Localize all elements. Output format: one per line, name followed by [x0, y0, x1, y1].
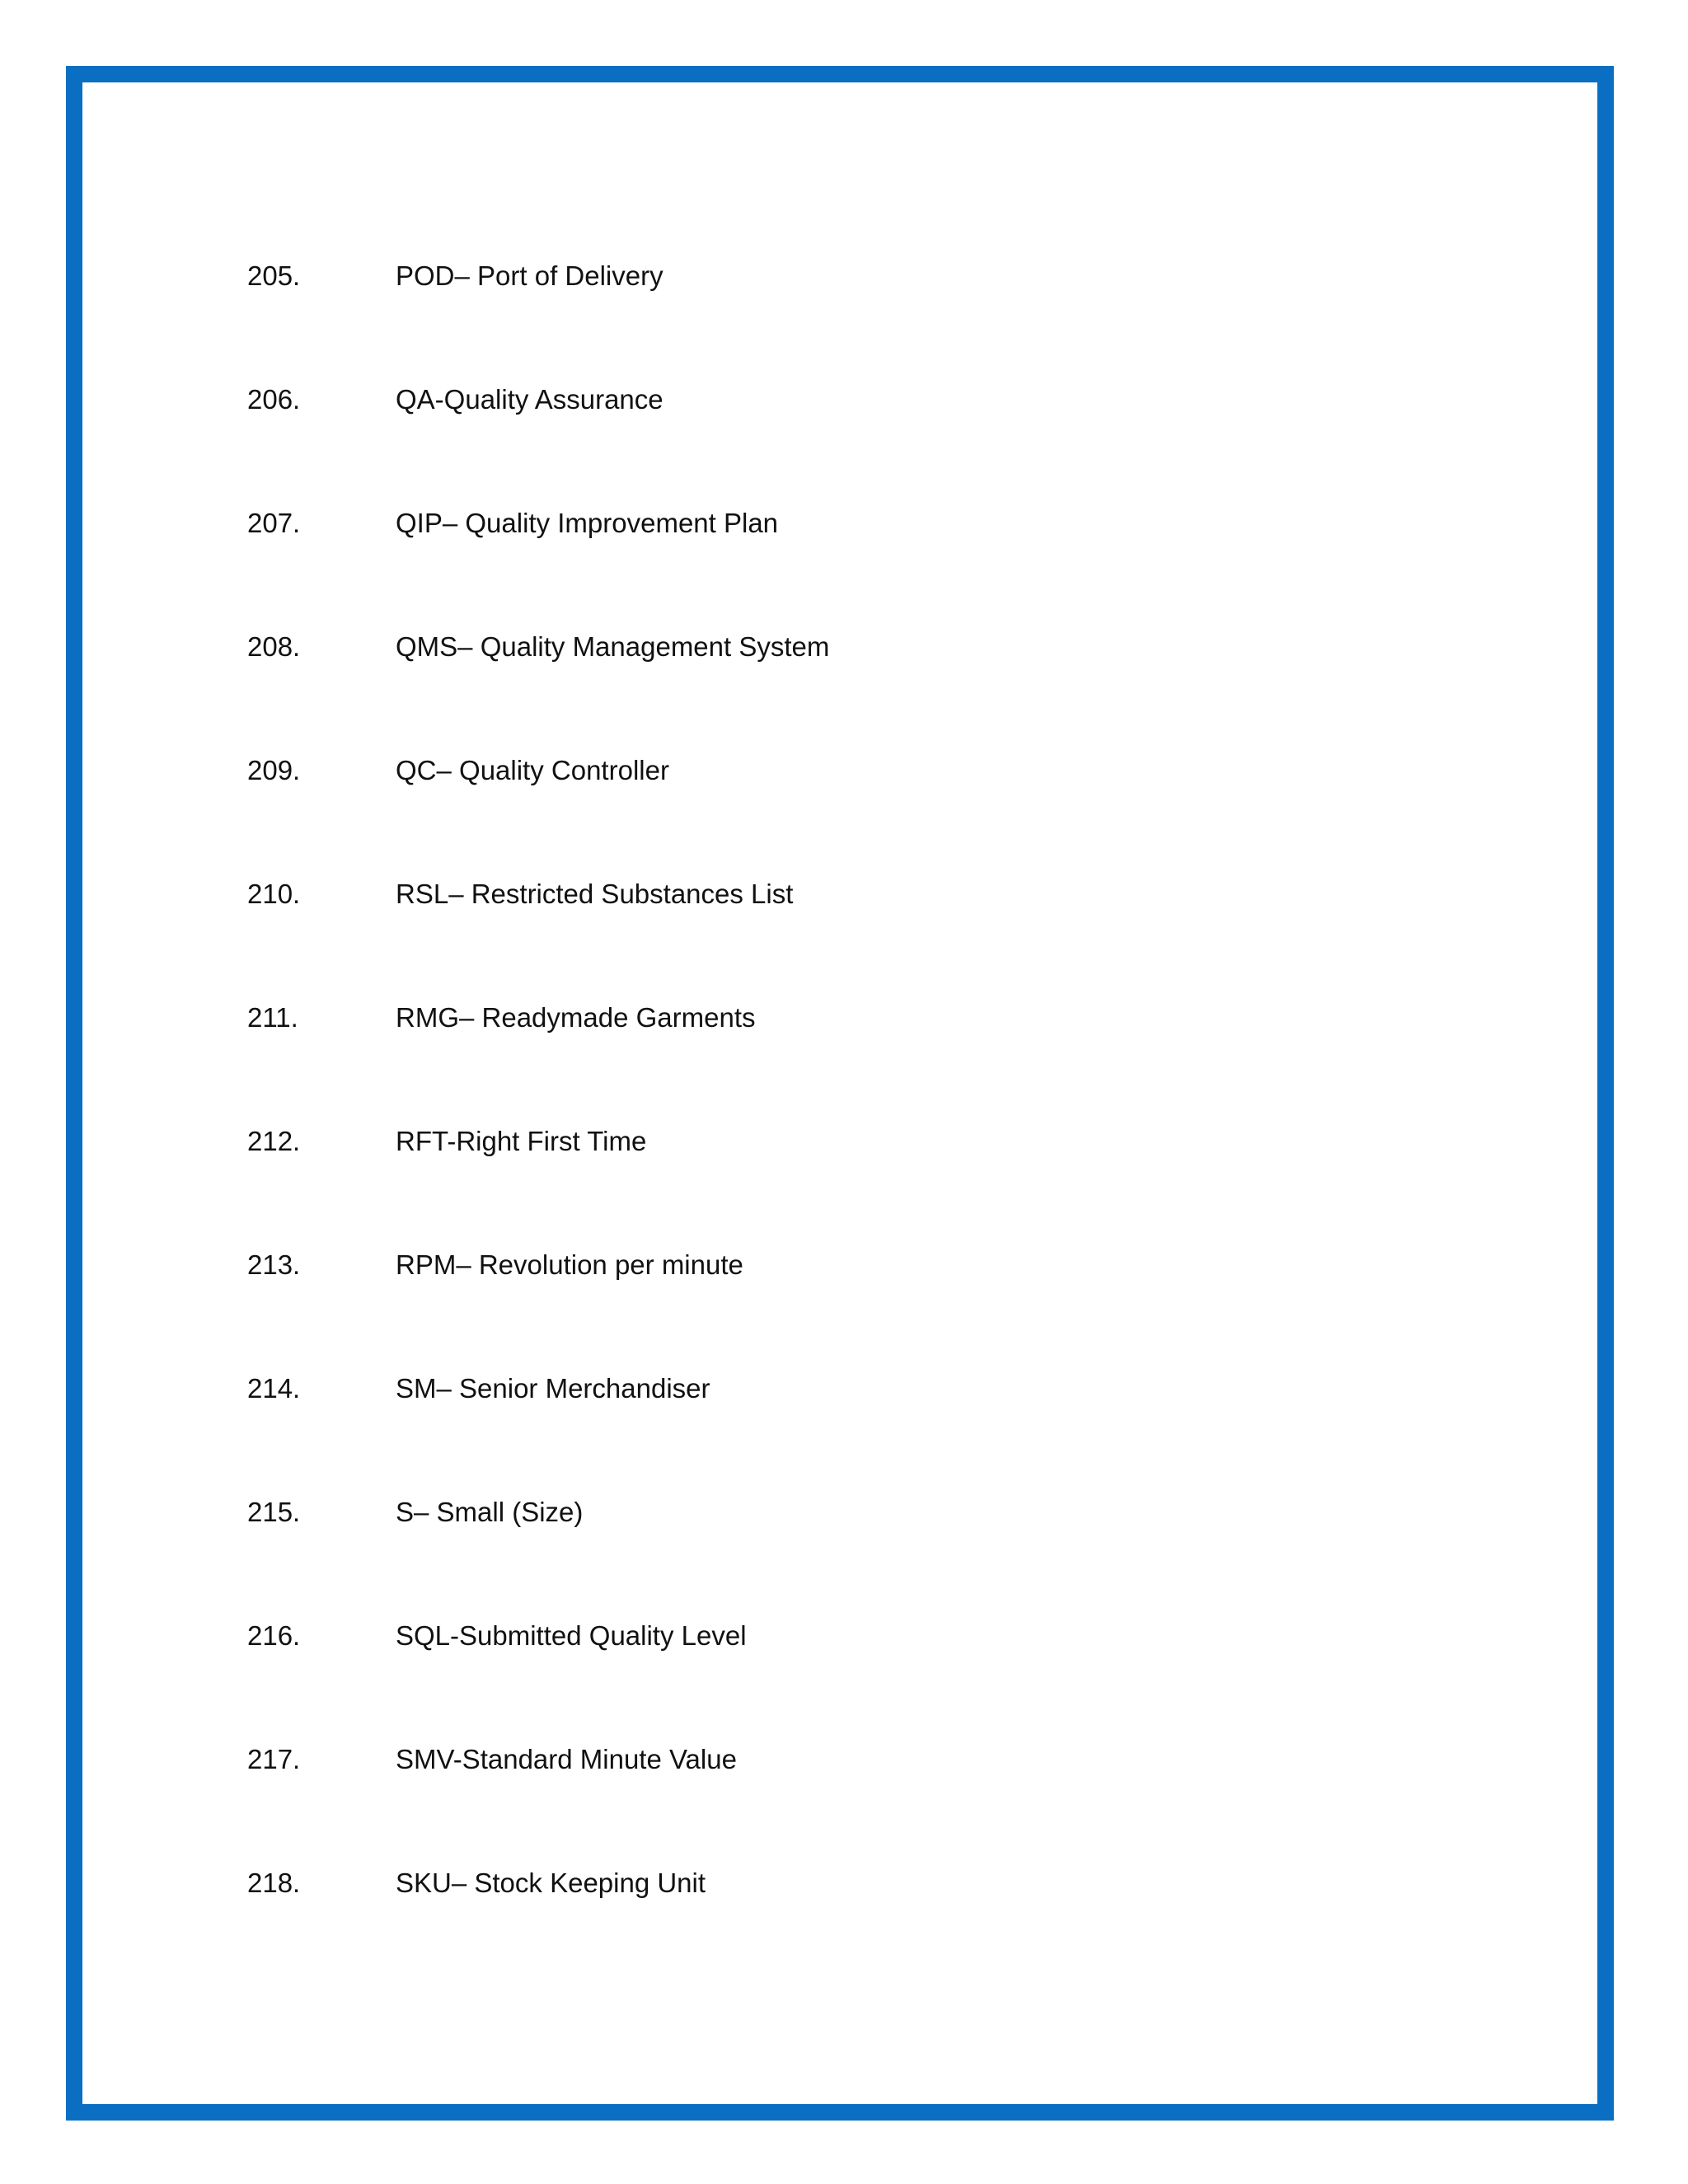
entry-number: 205.	[247, 260, 301, 291]
entry-number: 218.	[247, 1868, 301, 1898]
entry-number: 212.	[247, 1126, 301, 1156]
entry-number: 214.	[247, 1373, 301, 1404]
entry-text: RPM– Revolution per minute	[396, 1249, 743, 1280]
entry-number: 217.	[247, 1744, 301, 1774]
entry-number: 209.	[247, 755, 301, 785]
entry-number: 208.	[247, 631, 301, 662]
entry-text: QMS– Quality Management System	[396, 631, 830, 662]
entry-number: 210.	[247, 879, 301, 909]
entry-number: 207.	[247, 508, 301, 538]
entry-number: 211.	[247, 1002, 298, 1033]
entry-number: 206.	[247, 384, 301, 415]
entry-number: 216.	[247, 1620, 301, 1651]
entry-text: QIP– Quality Improvement Plan	[396, 508, 779, 538]
entry-text: SM– Senior Merchandiser	[396, 1373, 710, 1404]
entry-text: SQL-Submitted Quality Level	[396, 1620, 747, 1651]
entry-text: SMV-Standard Minute Value	[396, 1744, 737, 1774]
page-border-frame	[66, 66, 1614, 2121]
entry-number: 213.	[247, 1249, 301, 1280]
entry-text: SKU– Stock Keeping Unit	[396, 1868, 706, 1898]
entry-text: S– Small (Size)	[396, 1497, 584, 1527]
entry-text: RFT-Right First Time	[396, 1126, 647, 1156]
entry-text: RSL– Restricted Substances List	[396, 879, 794, 909]
entry-text: QA-Quality Assurance	[396, 384, 663, 415]
entry-text: RMG– Readymade Garments	[396, 1002, 756, 1033]
entry-number: 215.	[247, 1497, 301, 1527]
entry-text: POD– Port of Delivery	[396, 260, 663, 291]
entry-text: QC– Quality Controller	[396, 755, 669, 785]
